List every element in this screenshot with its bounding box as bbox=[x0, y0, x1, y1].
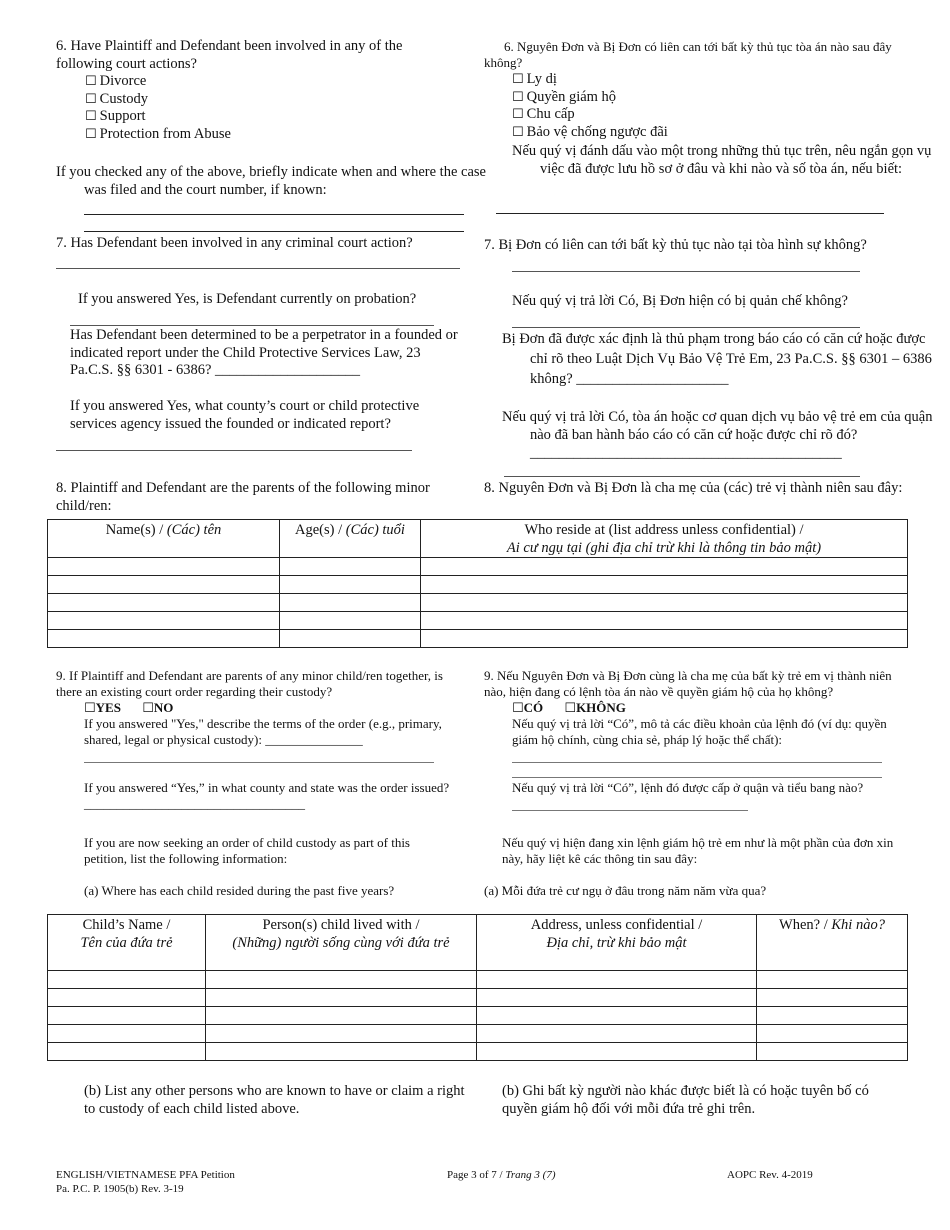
q7-vi-probation-line[interactable] bbox=[512, 327, 860, 328]
q6-en-options bbox=[85, 73, 335, 143]
khong-checkbox[interactable]: ☐ KHÔNG bbox=[564, 700, 626, 715]
q9-vi-terms: Nếu quý vị trả lời “Có”, mô tả các điều khoản của lệnh đó (ví dụ: quyền giám hộ chính, cùng chia sẻ, pháp lý hoặc thể chất): bbox=[512, 716, 887, 747]
q9-en-terms-line[interactable] bbox=[84, 762, 434, 763]
support-checkbox[interactable]: ☐ Support bbox=[85, 108, 335, 126]
q6-vi-options bbox=[512, 71, 762, 141]
quyen-giam-ho-checkbox[interactable]: ☐ Quyền giám hộ bbox=[512, 89, 762, 107]
footer-revision: AOPC Rev. 4-2019 bbox=[727, 1169, 813, 1181]
protection-checkbox[interactable]: ☐ Protection from Abuse bbox=[85, 126, 335, 144]
q9-vi-seeking: Nếu quý vị hiện đang xin lệnh giám hộ trẻ em như là một phần của đơn xin này, hãy liệt kê các thông tin sau đây: bbox=[502, 835, 894, 866]
children-table bbox=[47, 519, 908, 648]
q9-vi-county-line[interactable] bbox=[512, 810, 748, 811]
q9-vi-question: 9. Nếu Nguyên Đơn và Bị Đơn cùng là cha mẹ của bất kỳ trẻ em vị thành niên nào, hiện đang có lệnh tòa án nào về quyền giám hộ của họ không? bbox=[484, 668, 892, 699]
q9-en-question: 9. If Plaintiff and Defendant are parents of any minor child/ren together, is there an existing court order regarding their custody? bbox=[56, 668, 443, 699]
q7-en-answer-line[interactable] bbox=[56, 268, 460, 269]
table-row[interactable] bbox=[48, 1043, 908, 1061]
chu-cap-checkbox[interactable]: ☐ Chu cấp bbox=[512, 106, 762, 124]
table-row[interactable] bbox=[48, 576, 908, 594]
q7-en-perpetrator: Has Defendant been determined to be a perpetrator in a founded or indicated report under the Child Protective Services Law, 23 Pa.C.S. §§ 6301 - 6386? ____________________ bbox=[70, 327, 458, 378]
table-row[interactable] bbox=[48, 989, 908, 1007]
q7-en-probation: If you answered Yes, is Defendant currently on probation? bbox=[78, 291, 417, 307]
q6-en-question: 6. Have Plaintiff and Defendant been involved in any of the following court actions? bbox=[56, 38, 403, 72]
q6-vi-followup: Nếu quý vị đánh dấu vào một trong những thủ tục trên, nêu ngắn gọn vụ việc đã được lưu hồ sơ ở đâu và khi nào và số tòa án, nếu biết: bbox=[512, 143, 932, 177]
table-row[interactable] bbox=[48, 594, 908, 612]
q7-vi-answer-line[interactable] bbox=[512, 271, 860, 272]
table-row[interactable] bbox=[48, 612, 908, 630]
table-row[interactable] bbox=[48, 971, 908, 989]
table-row[interactable] bbox=[48, 1025, 908, 1043]
residence-table bbox=[47, 914, 908, 1061]
q7-vi-question: 7. Bị Đơn có liên can tới bất kỳ thủ tục nào tại tòa hình sự không? bbox=[484, 237, 867, 253]
q9-vi-yesno bbox=[512, 700, 644, 717]
q9-en-b: (b) List any other persons who are known to have or claim a right to custody of each child listed above. bbox=[84, 1083, 465, 1117]
q9-vi-county: Nếu quý vị trả lời “Có”, lệnh đó được cấp ở quận và tiểu bang nào? bbox=[512, 780, 864, 795]
table-row[interactable] bbox=[48, 558, 908, 576]
col-name-header: Name(s) / (Các) tên bbox=[48, 520, 280, 558]
col-child-header: Child’s Name / Tên của đứa trẻ bbox=[48, 915, 206, 971]
col-residence-address-header: Address, unless confidential / Địa chỉ, trừ khi bảo mật bbox=[477, 915, 757, 971]
q9-vi-terms-line-1[interactable] bbox=[512, 762, 882, 763]
q8-vi-question: 8. Nguyên Đơn và Bị Đơn là cha mẹ của (các) trẻ vị thành niên sau đây: bbox=[484, 480, 903, 496]
q6-en-answer-line-1[interactable] bbox=[84, 214, 464, 215]
custody-checkbox[interactable]: ☐ Custody bbox=[85, 91, 335, 109]
q9-en-a: (a) Where has each child resided during the past five years? bbox=[84, 883, 395, 898]
co-checkbox[interactable]: ☐ CÓ bbox=[512, 700, 543, 715]
divorce-checkbox[interactable]: ☐ Divorce bbox=[85, 73, 335, 91]
q9-vi-a: (a) Mỗi đứa trẻ cư ngụ ở đâu trong năm năm vừa qua? bbox=[484, 883, 767, 898]
ly-di-checkbox[interactable]: ☐ Ly dị bbox=[512, 71, 762, 89]
q9-en-county: If you answered “Yes,” in what county and state was the order issued? __________________________________ bbox=[84, 780, 450, 811]
footer-page-number: Page 3 of 7 / Trang 3 (7) bbox=[447, 1169, 556, 1181]
q9-vi-terms-line-2[interactable] bbox=[512, 777, 882, 778]
q8-en-question: 8. Plaintiff and Defendant are the parents of the following minor child/ren: bbox=[56, 480, 430, 514]
q7-vi-county: Nếu quý vị trả lời Có, tòa án hoặc cơ quan dịch vụ bảo vệ trẻ em của quận nào đã ban hành báo cáo có căn cứ hoặc được chỉ rõ đó?___________________________________________ bbox=[502, 409, 933, 461]
col-age-header: Age(s) / (Các) tuổi bbox=[280, 520, 421, 558]
q7-vi-county-line[interactable] bbox=[504, 476, 860, 477]
q7-en-question: 7. Has Defendant been involved in any criminal court action? bbox=[56, 235, 413, 251]
bao-ve-checkbox[interactable]: ☐ Bảo vệ chống ngược đãi bbox=[512, 124, 762, 142]
no-checkbox[interactable]: ☐ NO bbox=[142, 700, 173, 715]
q7-vi-perpetrator: Bị Đơn đã được xác định là thủ phạm trong báo cáo có căn cứ hoặc được chỉ rõ theo Luật Dịch Vụ Bảo Vệ Trẻ Em, 23 Pa.C.S. §§ 6301 – 6386 không? _____________________ bbox=[502, 331, 932, 387]
col-when-header: When? / Khi nào? bbox=[757, 915, 908, 971]
q6-en-answer-line-2[interactable] bbox=[84, 231, 464, 232]
table-row[interactable] bbox=[48, 1007, 908, 1025]
yes-checkbox[interactable]: ☐ YES bbox=[84, 700, 121, 715]
table-row[interactable] bbox=[48, 630, 908, 648]
col-person-header: Person(s) child lived with / (Những) người sống cùng với đứa trẻ bbox=[206, 915, 477, 971]
q6-vi-question: 6. Nguyên Đơn và Bị Đơn có liên can tới bất kỳ thủ tục tòa án nào sau đây không? bbox=[484, 39, 892, 70]
q6-vi-answer-line[interactable] bbox=[496, 213, 884, 214]
q9-en-yesno bbox=[84, 700, 191, 717]
q9-en-seeking: If you are now seeking an order of child custody as part of this petition, list the following information: bbox=[84, 835, 410, 866]
col-address-header: Who reside at (list address unless confidential) / Ai cư ngụ tại (ghi địa chỉ trừ khi là thông tin bảo mật) bbox=[421, 520, 908, 558]
footer-form-name: ENGLISH/VIETNAMESE PFA Petition bbox=[56, 1169, 235, 1181]
q9-vi-b: (b) Ghi bất kỳ người nào khác được biết là có hoặc tuyên bố có quyền giám hộ đối với mỗi đứa trẻ ghi trên. bbox=[502, 1083, 869, 1117]
q6-en-followup: If you checked any of the above, briefly indicate when and where the case was filed and the court number, if known: bbox=[56, 164, 486, 198]
q7-en-county-line[interactable] bbox=[56, 450, 412, 451]
footer-rule: Pa. P.C. P. 1905(b) Rev. 3-19 bbox=[56, 1183, 184, 1195]
q9-en-terms: If you answered "Yes," describe the terms of the order (e.g., primary, shared, legal or physical custody): _______________ bbox=[84, 716, 442, 747]
q7-en-county: If you answered Yes, what county’s court or child protective services agency issued the founded or indicated report? bbox=[70, 398, 420, 432]
q7-vi-probation: Nếu quý vị trả lời Có, Bị Đơn hiện có bị quản chế không? bbox=[512, 293, 848, 309]
q7-en-probation-line[interactable] bbox=[70, 325, 434, 326]
